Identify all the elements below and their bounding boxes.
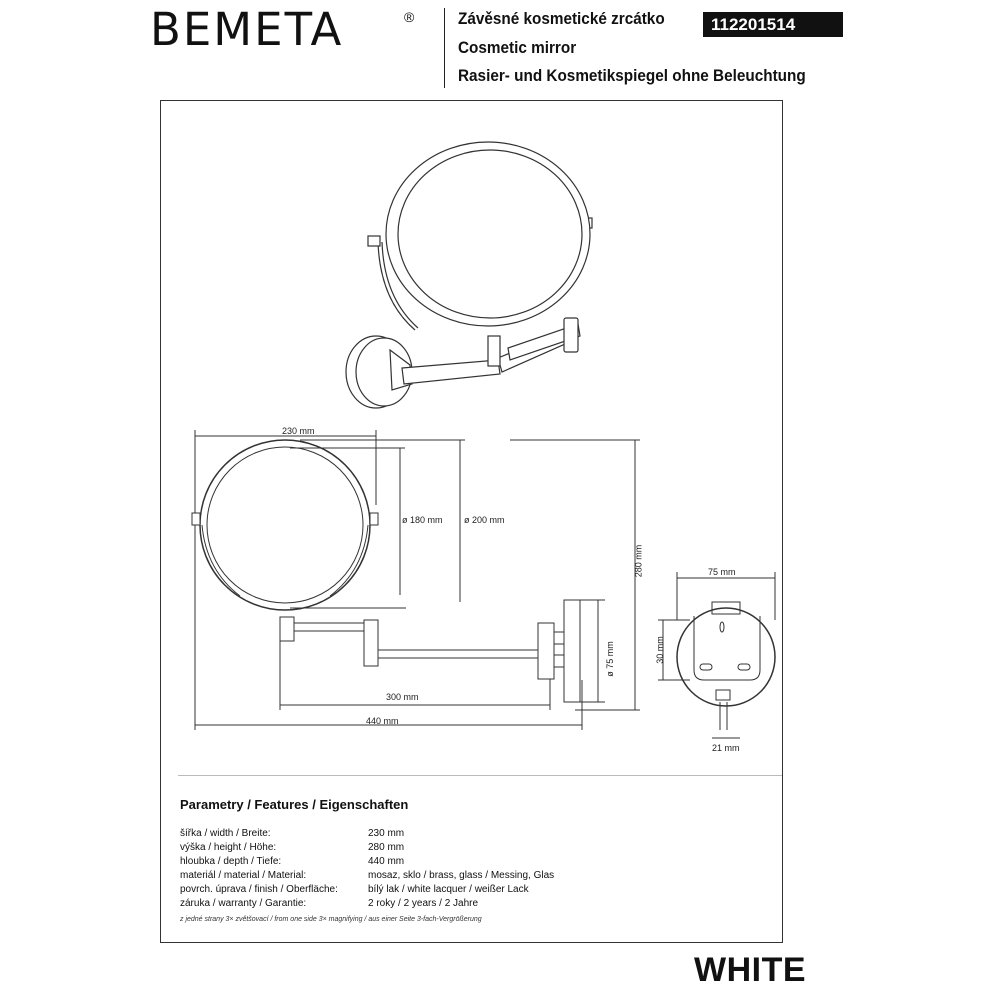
- product-code: 112201514: [703, 12, 843, 37]
- mirror-illustration: [320, 140, 620, 410]
- dim-diameter-200: ø 200 mm: [464, 515, 505, 525]
- dim-width-230: 230 mm: [282, 426, 315, 436]
- dim-diameter-75: ø 75 mm: [604, 641, 615, 677]
- feature-label: záruka / warranty / Garantie:: [180, 898, 307, 909]
- feature-value: 230 mm: [368, 828, 405, 839]
- feature-label: povrch. úprava / finish / Oberfläche:: [180, 884, 338, 895]
- features-separator: [178, 775, 782, 776]
- dim-height-280: 280 mm: [633, 544, 644, 578]
- magnifying-note: z jedné strany 3× zvětšovací / from one side 3× magnifying / aus einer Seite 3-fach-Vergrößerung: [180, 916, 482, 923]
- dim-diameter-180: ø 180 mm: [402, 515, 443, 525]
- feature-label: výška / height / Höhe:: [180, 842, 277, 853]
- feature-label: šířka / width / Breite:: [180, 828, 271, 839]
- front-technical-drawing: [180, 420, 660, 750]
- feature-value: 280 mm: [368, 842, 405, 853]
- dim-arm-300: 300 mm: [386, 692, 419, 702]
- feature-value: 2 roky / 2 years / 2 Jahre: [368, 898, 479, 909]
- dim-plate-21: 21 mm: [712, 743, 740, 753]
- title-czech: Závěsné kosmetické zrcátko: [458, 9, 665, 28]
- feature-label: hloubka / depth / Tiefe:: [180, 856, 282, 867]
- registered-mark: ®: [404, 9, 415, 25]
- title-german: Rasier- und Kosmetikspiegel ohne Beleuchtung: [458, 66, 806, 85]
- feature-value: 440 mm: [368, 856, 405, 867]
- feature-value: mosaz, sklo / brass, glass / Messing, Glas: [368, 870, 555, 881]
- title-english: Cosmetic mirror: [458, 38, 577, 57]
- dim-plate-75: 75 mm: [708, 567, 736, 577]
- brand-logo: BEMETA: [150, 3, 344, 56]
- header-divider: [444, 8, 445, 88]
- feature-label: materiál / material / Material:: [180, 870, 307, 881]
- wall-plate-drawing: [650, 570, 780, 740]
- dim-depth-440: 440 mm: [366, 716, 399, 726]
- color-label: WHITE: [694, 951, 807, 989]
- feature-value: bílý lak / white lacquer / weißer Lack: [368, 884, 529, 895]
- dim-plate-30: 30 mm: [654, 636, 665, 664]
- features-title: Parametry / Features / Eigenschaften: [180, 797, 409, 812]
